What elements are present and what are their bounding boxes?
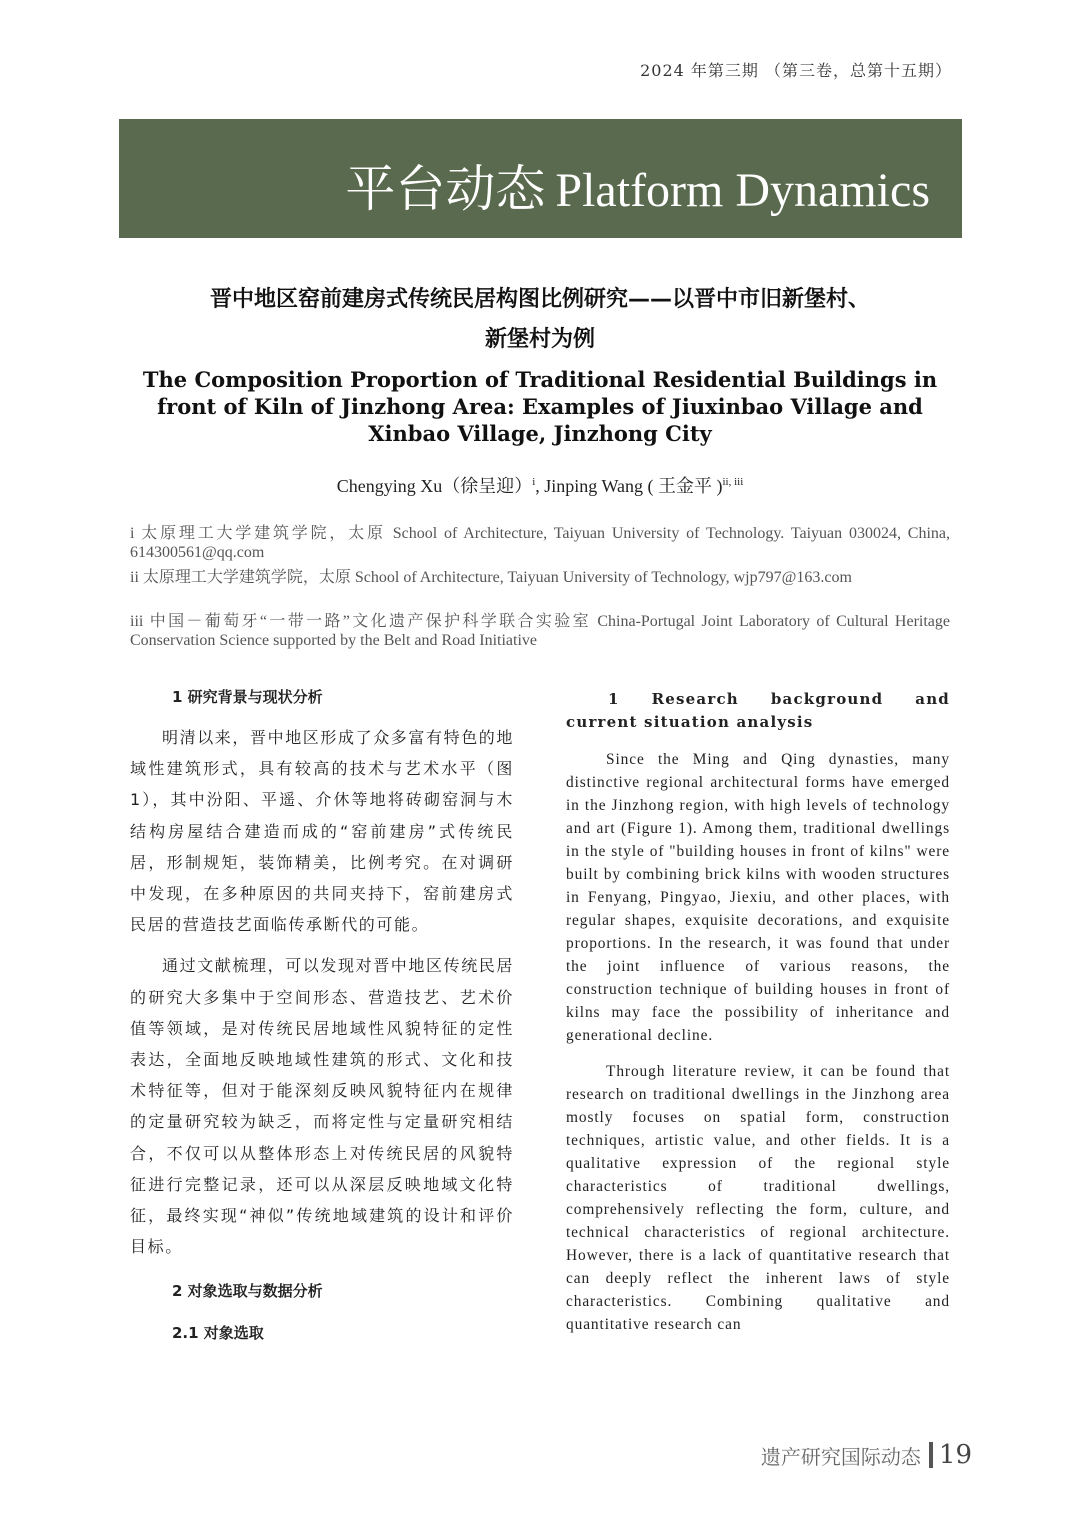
en-heading-1: 1 Research background and current situation analysis bbox=[566, 690, 950, 731]
section-title bbox=[345, 149, 930, 221]
author-line bbox=[130, 472, 950, 498]
section-title-en: Platform Dynamics bbox=[555, 164, 930, 217]
page-number: 19 bbox=[938, 1440, 972, 1470]
en-paragraph-1: Since the Ming and Qing dynasties, many distinctive regional architectural forms have emerged in the Jinzhong region, with high levels of technology and art (Figure 1). Among them, traditional dwellings in the style of "building houses in front of kilns" were built by combining brick kilns with wooden structures in Fenyang, Pingyao, Jiexiu, and other places, with regular shapes, exquisite decorations, and exquisite proportions. In the research, it was found that under the joint influence of various reasons, the construction technique of building houses in front of kilns may face the possibility of inheritance and generational decline. bbox=[566, 751, 950, 1044]
journal-name: 遗产研究国际动态 bbox=[760, 1444, 921, 1469]
affiliation-2: ii 太原理工大学建筑学院，太原 School of Architecture, Taiyuan University of Technology, wjp797@163.com bbox=[130, 569, 852, 586]
cn-heading-3: 2.1 对象选取 bbox=[172, 1324, 264, 1343]
section-title-cn: 平台动态 bbox=[345, 160, 546, 218]
en-paragraph-2: Through literature review, it can be found that research on traditional dwellings in the Jinzhong area mostly focuses on spatial form, construction techniques, artistic value, and other fields. It is a qualitative expression of the regional style characteristics of traditional dwellings, comprehensively reflecting the form, culture, and technical characteristics of regional architecture. However, there is a lack of quantitative research that can deeply reflect the inherent laws of style characteristics. Combining qualitative and quantitative research can bbox=[566, 1063, 950, 1333]
author-2-affil-mark: ii, iii bbox=[722, 476, 744, 488]
cn-heading-2: 2 对象选取与数据分析 bbox=[172, 1282, 323, 1301]
affiliation-1: i 太原理工大学建筑学院，太原 School of Architecture, Taiyuan University of Technology. Taiyuan 030024, China, 614300561@qq.com bbox=[130, 525, 950, 561]
article-title-cn-line1: 晋中地区窑前建房式传统民居构图比例研究——以晋中市旧新堡村、 bbox=[209, 287, 870, 312]
english-column bbox=[566, 688, 950, 1336]
section-banner bbox=[119, 119, 962, 238]
author-2: Jinping Wang ( 王金平 ) bbox=[544, 476, 723, 496]
affiliation-3: iii 中国－葡萄牙“一带一路”文化遗产保护科学联合实验室 China-Portugal Joint Laboratory of Cultural Heritage Conservation Science supported by the Belt and Road Initiative bbox=[130, 613, 950, 649]
article-title-cn-line2: 新堡村为例 bbox=[484, 327, 595, 352]
cn-heading-1: 1 研究背景与现状分析 bbox=[172, 688, 323, 706]
author-1: Chengying Xu（徐呈迎） bbox=[336, 476, 533, 496]
cn-paragraph-1: 明清以来，晋中地区形成了众多富有特色的地域性建筑形式，具有较高的技术与艺术水平（图 1），其中汾阳、平遥、介休等地将砖砌窑洞与木结构房屋结合建造而成的“窑前建房”式传统民居，形制规矩，装饰精美，比例考究。在对调研中发现，在多种原因的共同夹持下，窑前建房式民居的营造技艺面临传承断代的可能。 bbox=[130, 728, 515, 935]
page-footer bbox=[761, 1435, 972, 1475]
cn-paragraph-2: 通过文献梳理，可以发现对晋中地区传统民居的研究大多集中于空间形态、营造技艺、艺术价值等领域，是对传统民居地域性风貌特征的定性表达，全面地反映地域性建筑的形式、文化和技术特征等，但对于能深刻反映风貌特征内在规律的定量研究较为缺乏，而将定性与定量研究相结合，不仅可以从整体形态上对传统民居的风貌特征进行完整记录，还可以从深层反映地域文化特征，最终实现“神似”传统地域建筑的设计和评价目标。 bbox=[130, 956, 515, 1257]
footer-divider bbox=[929, 1442, 933, 1468]
issue-line: 2024 年第三期 （第三卷，总第十五期） bbox=[640, 61, 952, 80]
article-title-en: The Composition Proportion of Traditional Residential Buildings in front of Kiln of Jinzhong Area: Examples of Jiuxinbao Village and Xinbao Village, Jinzhong City bbox=[142, 367, 938, 446]
chinese-column bbox=[130, 682, 514, 1348]
author-1-affil-mark: i bbox=[532, 476, 536, 488]
author-separator: , bbox=[535, 476, 545, 496]
